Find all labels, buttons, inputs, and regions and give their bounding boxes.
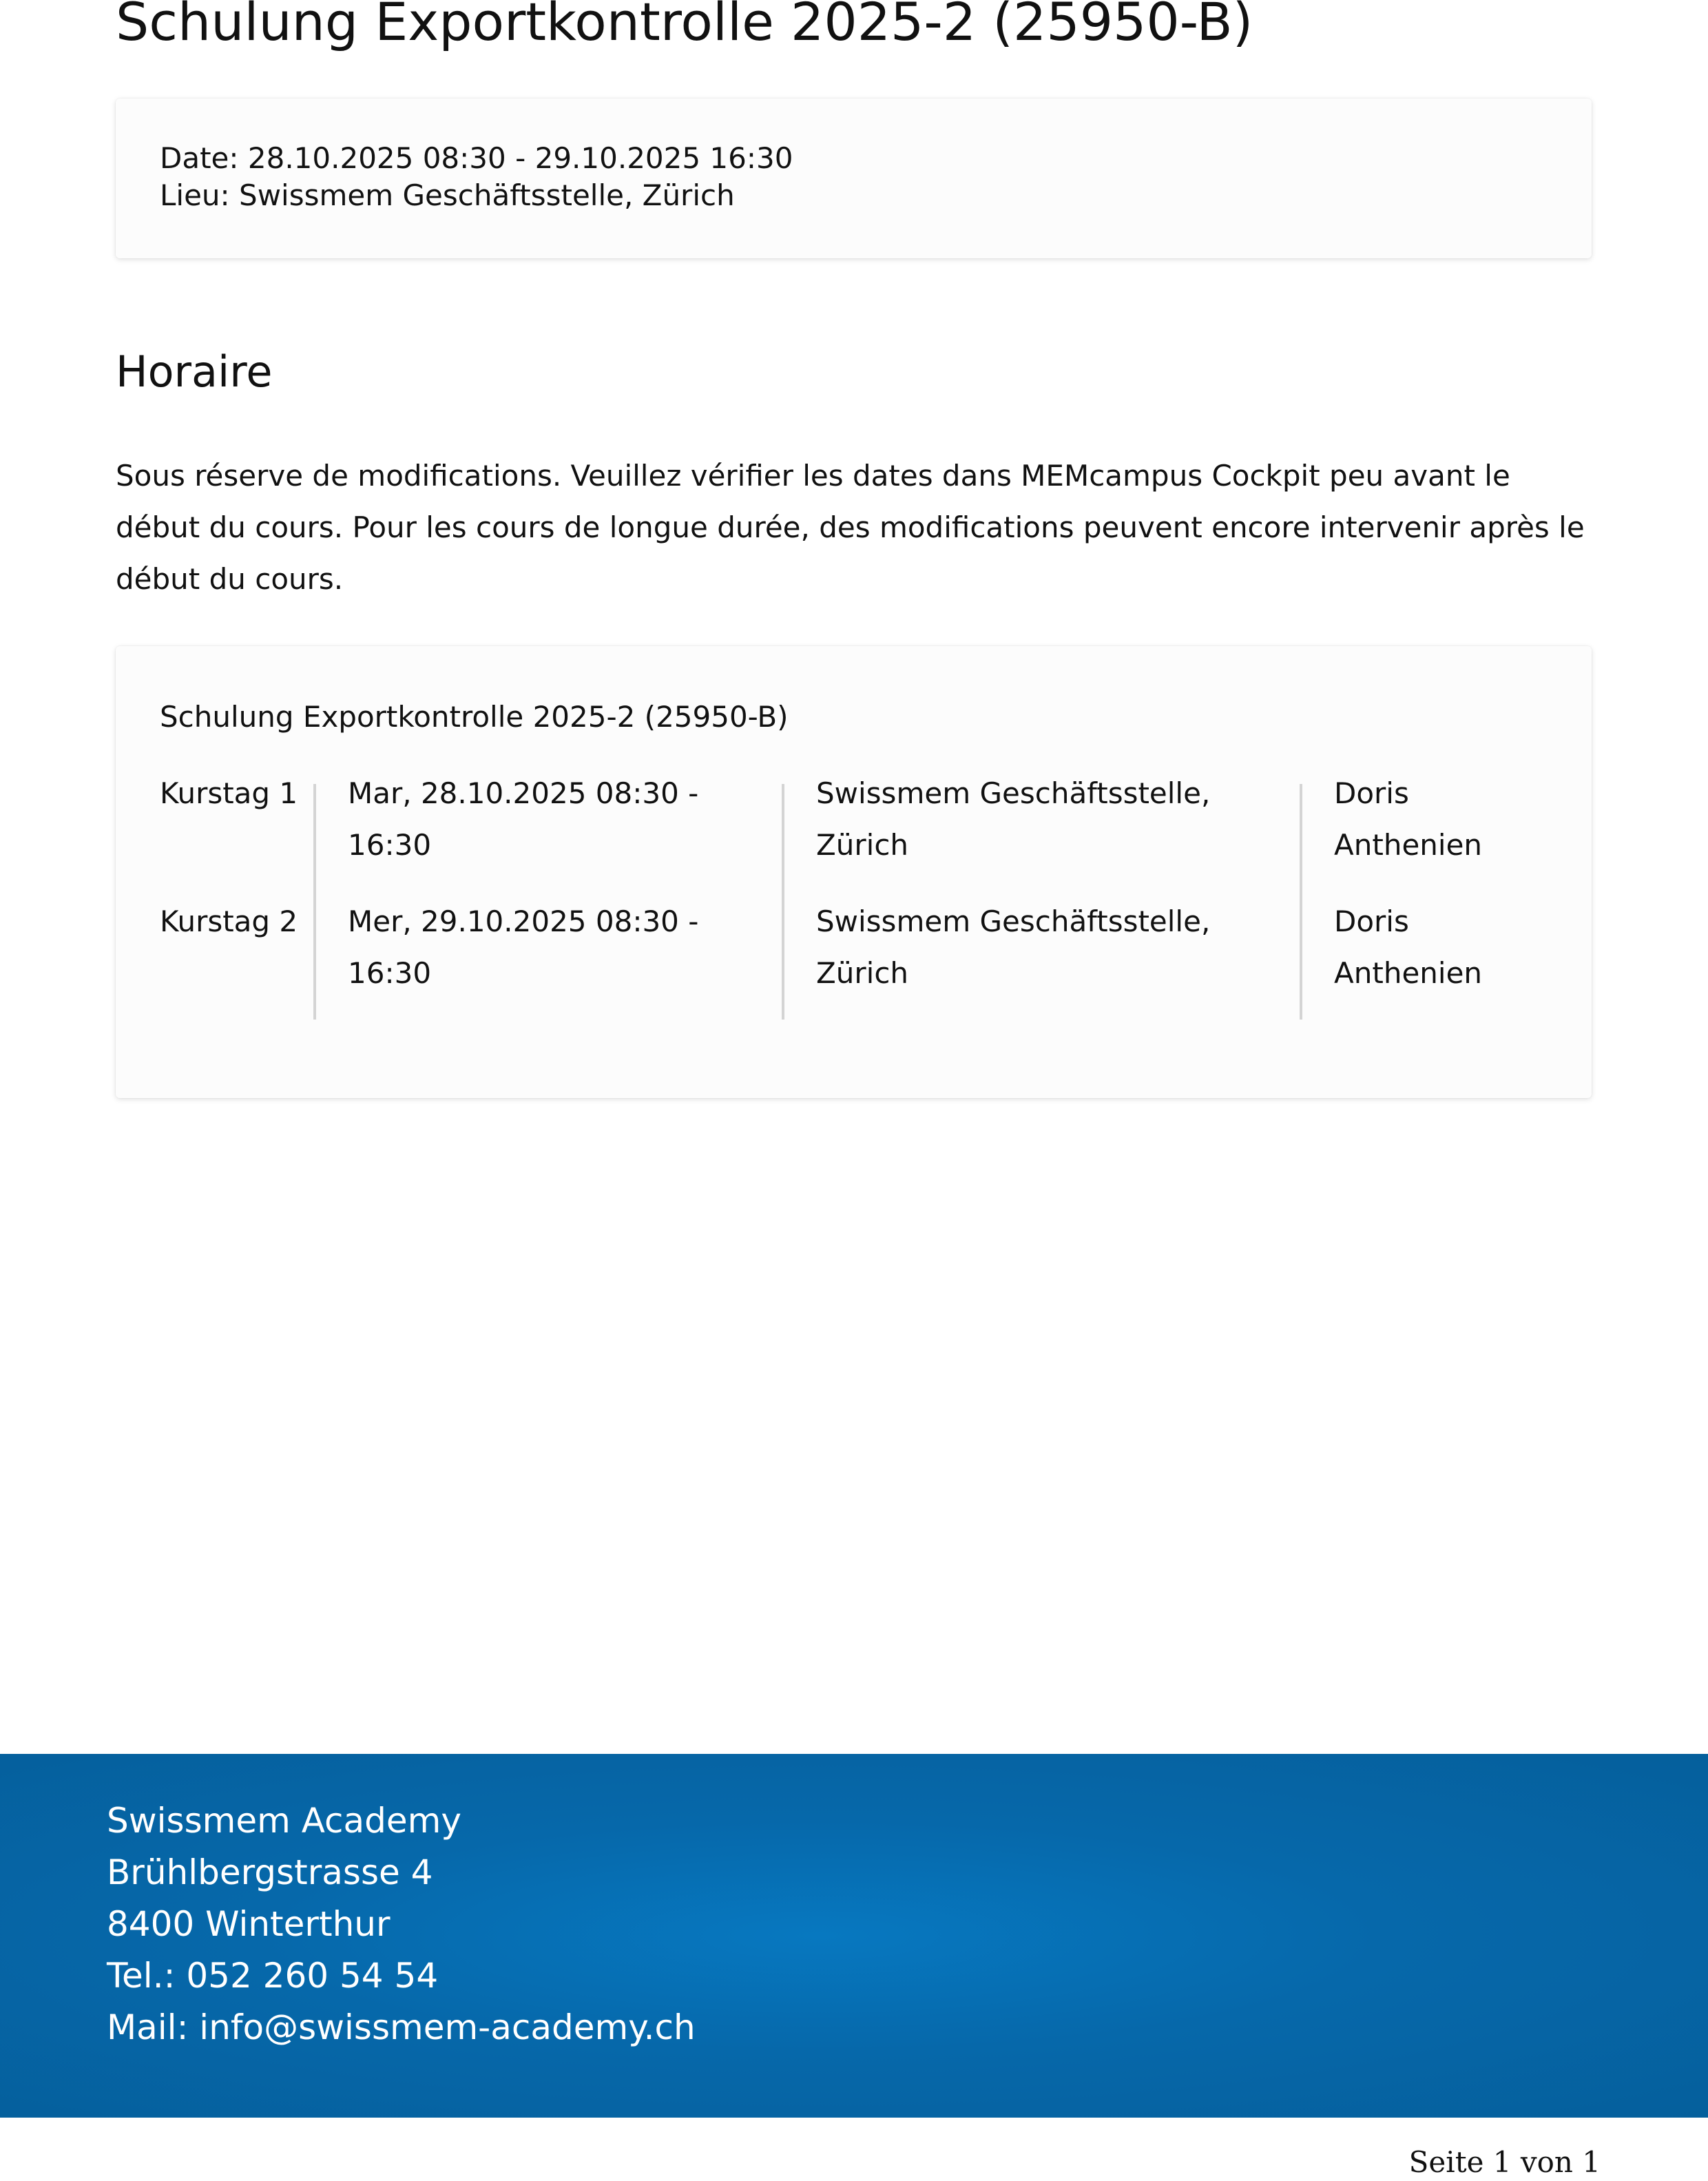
footer-phone: Tel.: 052 260 54 54 [107,1956,439,1996]
course-trainer: Doris Anthenien [1334,905,1483,990]
table-row [160,912,1548,1020]
course-day-cell [160,776,315,912]
event-location: Lieu: Swissmem Geschäftsstelle, Zürich [160,178,735,212]
schedule-card [116,646,1592,1098]
page-title: Schulung Exportkontrolle 2025-2 (25950-B) [116,0,1253,52]
course-location-cell [783,905,1301,1020]
course-day: Kurstag 2 [160,905,298,938]
course-location: Swissmem Geschäftsstelle, Zürich [816,905,1211,990]
footer-organization: Swissmem Academy [107,1801,461,1841]
course-location-cell [783,776,1301,912]
event-date: Date: 28.10.2025 08:30 - 29.10.2025 16:30 [160,141,793,175]
course-datetime: Mar, 28.10.2025 08:30 - 16:30 [348,776,699,862]
schedule-table [160,776,1548,1020]
footer-banner [0,1754,1708,2118]
footer-city: 8400 Winterthur [107,1904,390,1944]
course-trainer-cell [1301,776,1548,912]
footer-street: Brühlbergstrasse 4 [107,1852,433,1892]
course-day-cell [160,905,315,1020]
schedule-notice: Sous réserve de modifications. Veuillez vérifier les dates dans MEMcampus Cockpit peu avant le début du cours. Pour les cours de longue durée, des modifications peuvent encore intervenir après le début du cours. [116,459,1585,596]
course-day: Kurstag 1 [160,776,298,810]
schedule-course-title: Schulung Exportkontrolle 2025-2 (25950-B) [160,700,789,734]
footer-mail[interactable]: Mail: info@swissmem-academy.ch [107,2007,696,2047]
course-datetime-cell [315,776,783,912]
event-info-card [116,99,1592,258]
course-datetime-cell [315,905,783,1020]
course-location: Swissmem Geschäftsstelle, Zürich [816,776,1211,862]
schedule-heading: Horaire [116,347,273,397]
table-row [160,784,1548,912]
page-number: Seite 1 von 1 [1408,2145,1601,2179]
course-datetime: Mer, 29.10.2025 08:30 - 16:30 [348,905,699,990]
course-trainer: Doris Anthenien [1334,776,1483,862]
course-trainer-cell [1301,905,1548,1020]
